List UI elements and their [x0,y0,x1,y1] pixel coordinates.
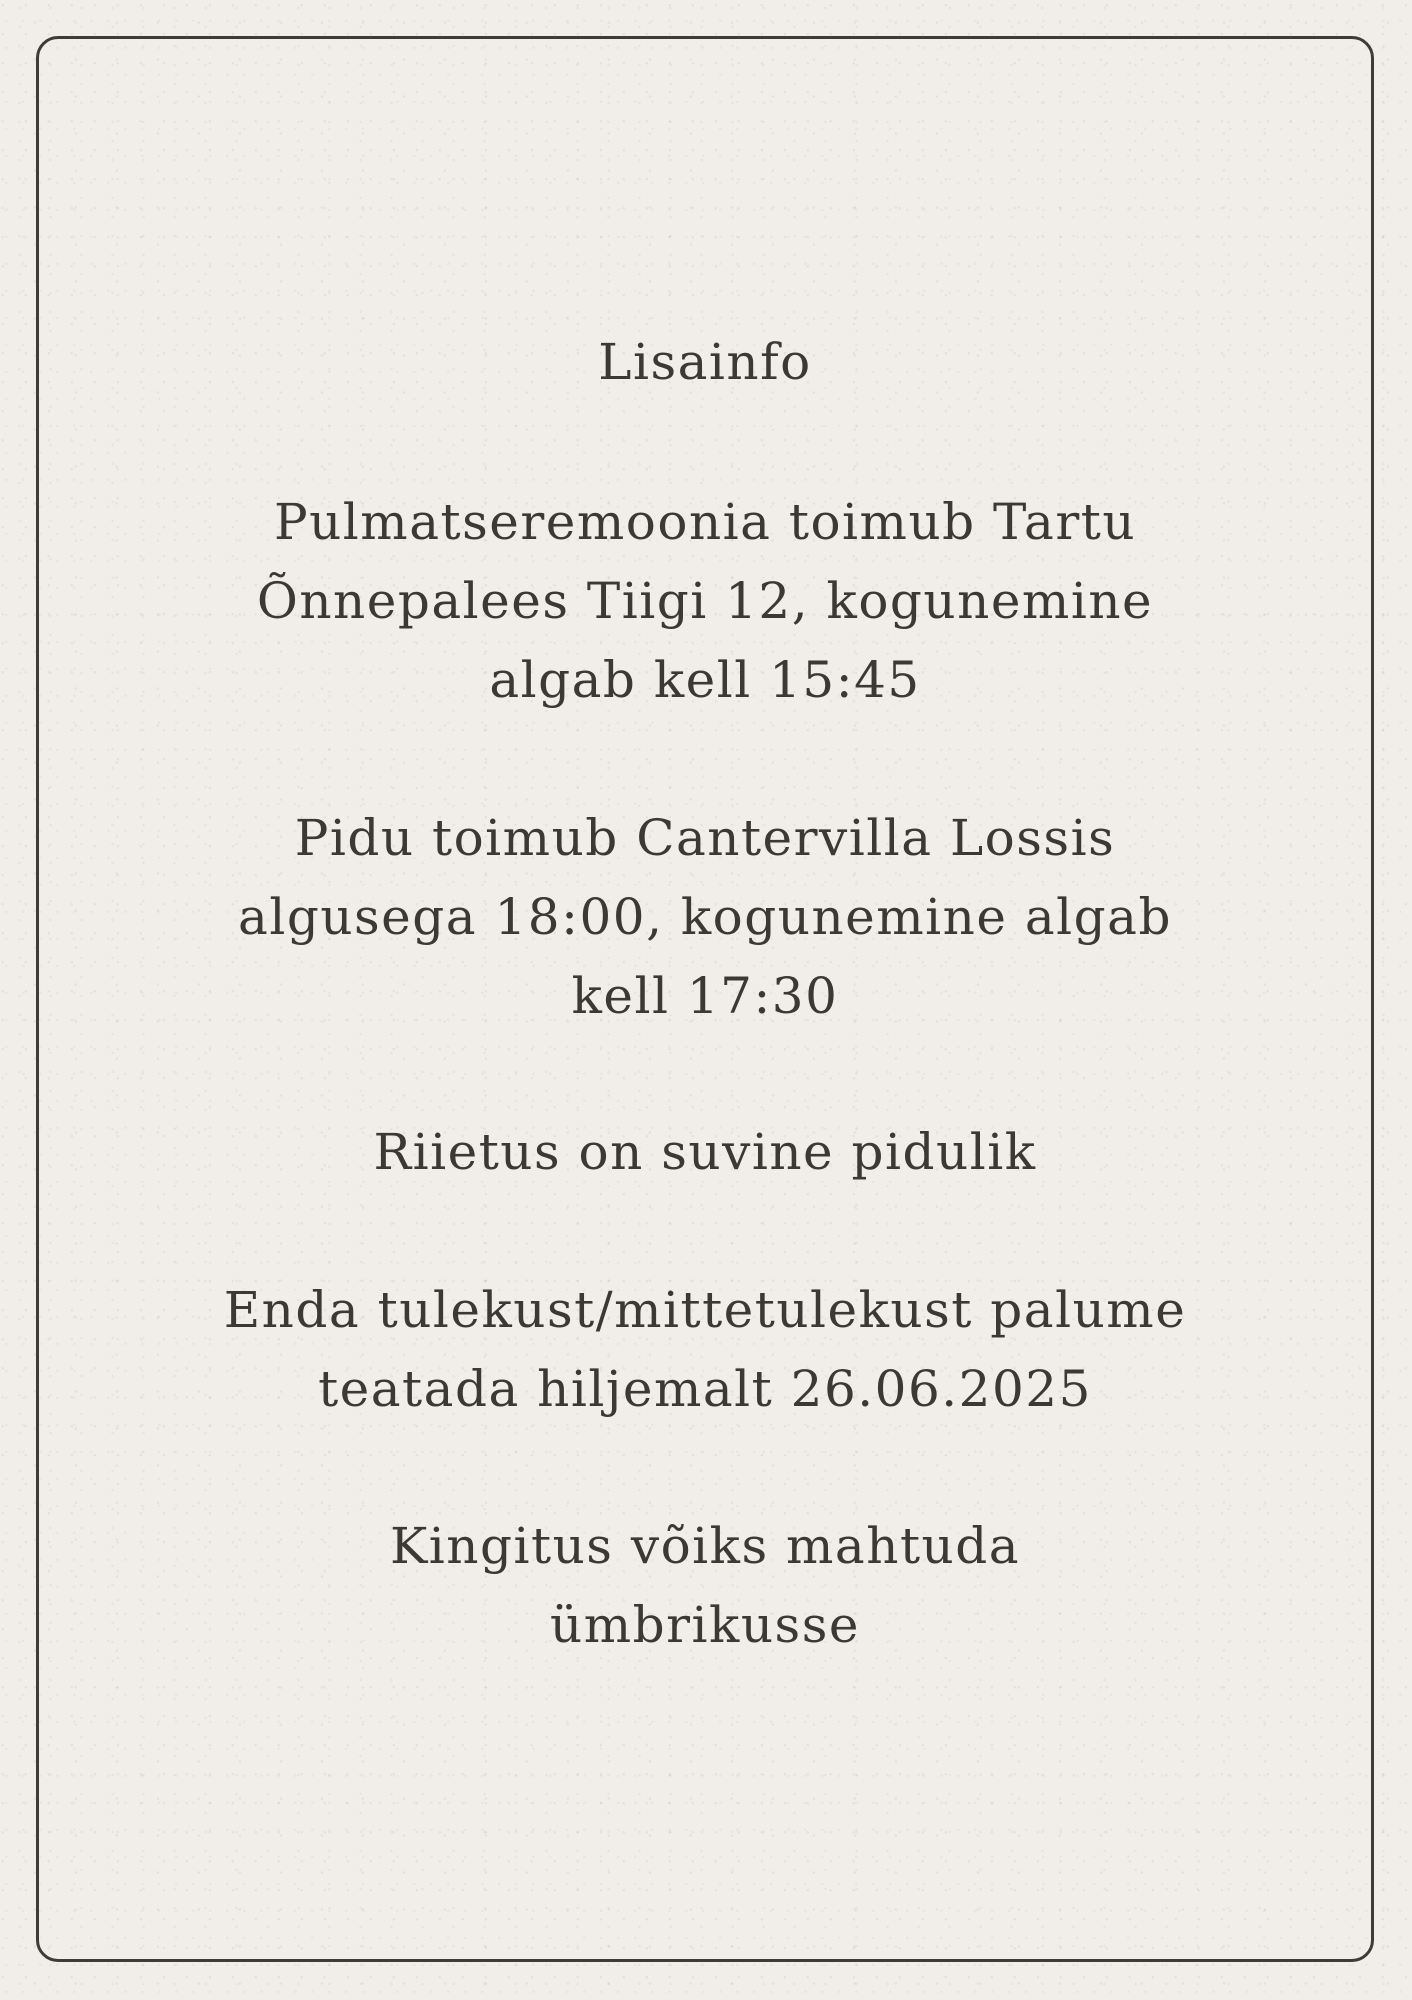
party-info: Pidu toimub Cantervilla Lossis algusega 18:00, kogunemine algab kell 17:30 [238,809,1172,1025]
card-title: Lisainfo [598,333,812,391]
ceremony-info: Pulmatseremoonia toimub Tartu Õnnepalees Tiigi 12, kogunemine algab kell 15:45 [256,493,1154,709]
gift-info: Kingitus võiks mahtuda ümbrikusse [389,1517,1021,1654]
rsvp-info: Enda tulekust/mittetulekust palume teatada hiljemalt 26.06.2025 [223,1281,1187,1418]
dress-code-info: Riietus on suvine pidulik [373,1123,1037,1181]
